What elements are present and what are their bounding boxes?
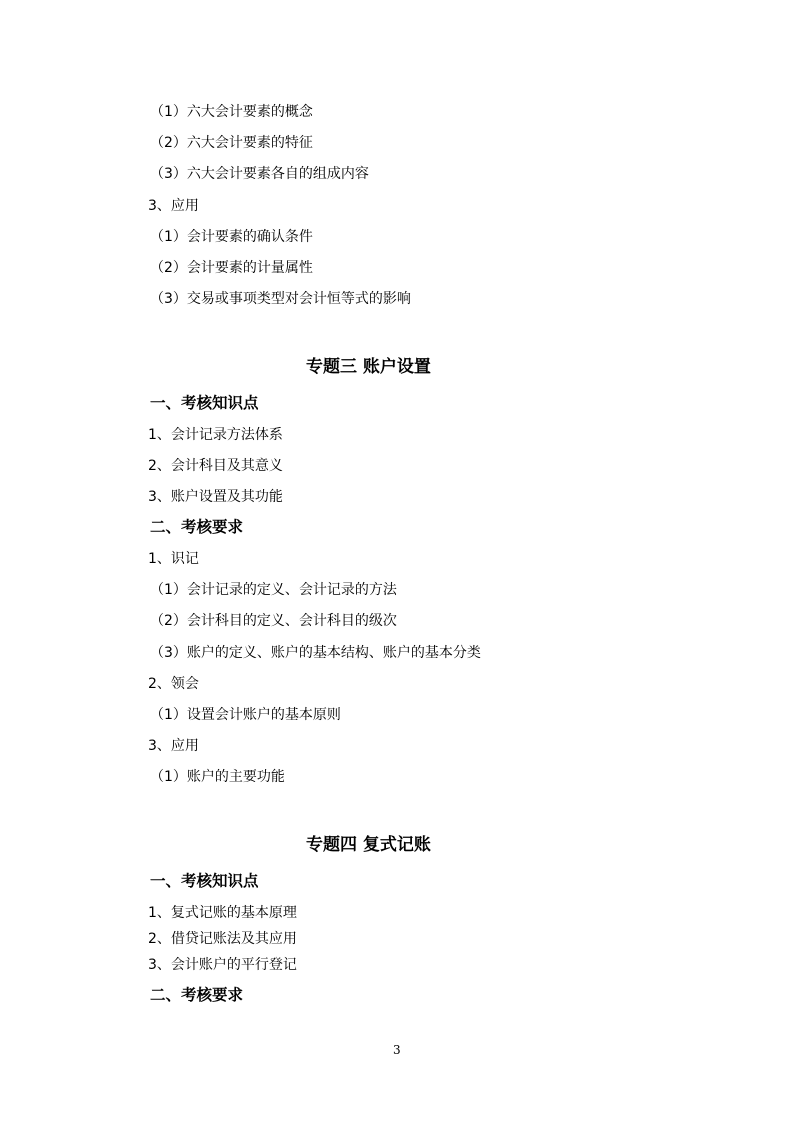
list-item: 3、应用	[148, 198, 199, 214]
list-item: 1、复式记账的基本原理	[148, 905, 297, 921]
list-item: （1）会计记录的定义、会计记录的方法	[150, 582, 397, 598]
list-item: （1）会计要素的确认条件	[150, 229, 313, 245]
list-item: （3）账户的定义、账户的基本结构、账户的基本分类	[150, 645, 481, 661]
list-item: （1）六大会计要素的概念	[150, 104, 313, 120]
topic-3-knowledge-heading: 一、考核知识点	[150, 393, 259, 412]
list-item: 2、领会	[148, 676, 199, 692]
page-number: 3	[393, 1043, 401, 1057]
topic-4-title: 专题四 复式记账	[306, 835, 431, 855]
list-item: （2）会计科目的定义、会计科目的级次	[150, 613, 397, 629]
list-item: 3、账户设置及其功能	[148, 489, 283, 505]
topic-4-knowledge-heading: 一、考核知识点	[150, 871, 259, 890]
topic-3-requirements-heading: 二、考核要求	[150, 517, 244, 536]
list-item: （1）账户的主要功能	[150, 769, 285, 785]
list-item: （3）六大会计要素各自的组成内容	[150, 166, 369, 182]
list-item: 1、会计记录方法体系	[148, 427, 283, 443]
list-item: （2）会计要素的计量属性	[150, 260, 313, 276]
list-item: 2、借贷记账法及其应用	[148, 931, 297, 947]
topic-4-requirements-heading: 二、考核要求	[150, 985, 244, 1004]
list-item: （3）交易或事项类型对会计恒等式的影响	[150, 291, 411, 307]
list-item: （1）设置会计账户的基本原则	[150, 707, 341, 723]
list-item: 2、会计科目及其意义	[148, 458, 283, 474]
list-item: 3、会计账户的平行登记	[148, 957, 297, 973]
list-item: 1、识记	[148, 551, 199, 567]
list-item: （2）六大会计要素的特征	[150, 135, 313, 151]
list-item: 3、应用	[148, 738, 199, 754]
topic-3-title: 专题三 账户设置	[306, 357, 431, 377]
